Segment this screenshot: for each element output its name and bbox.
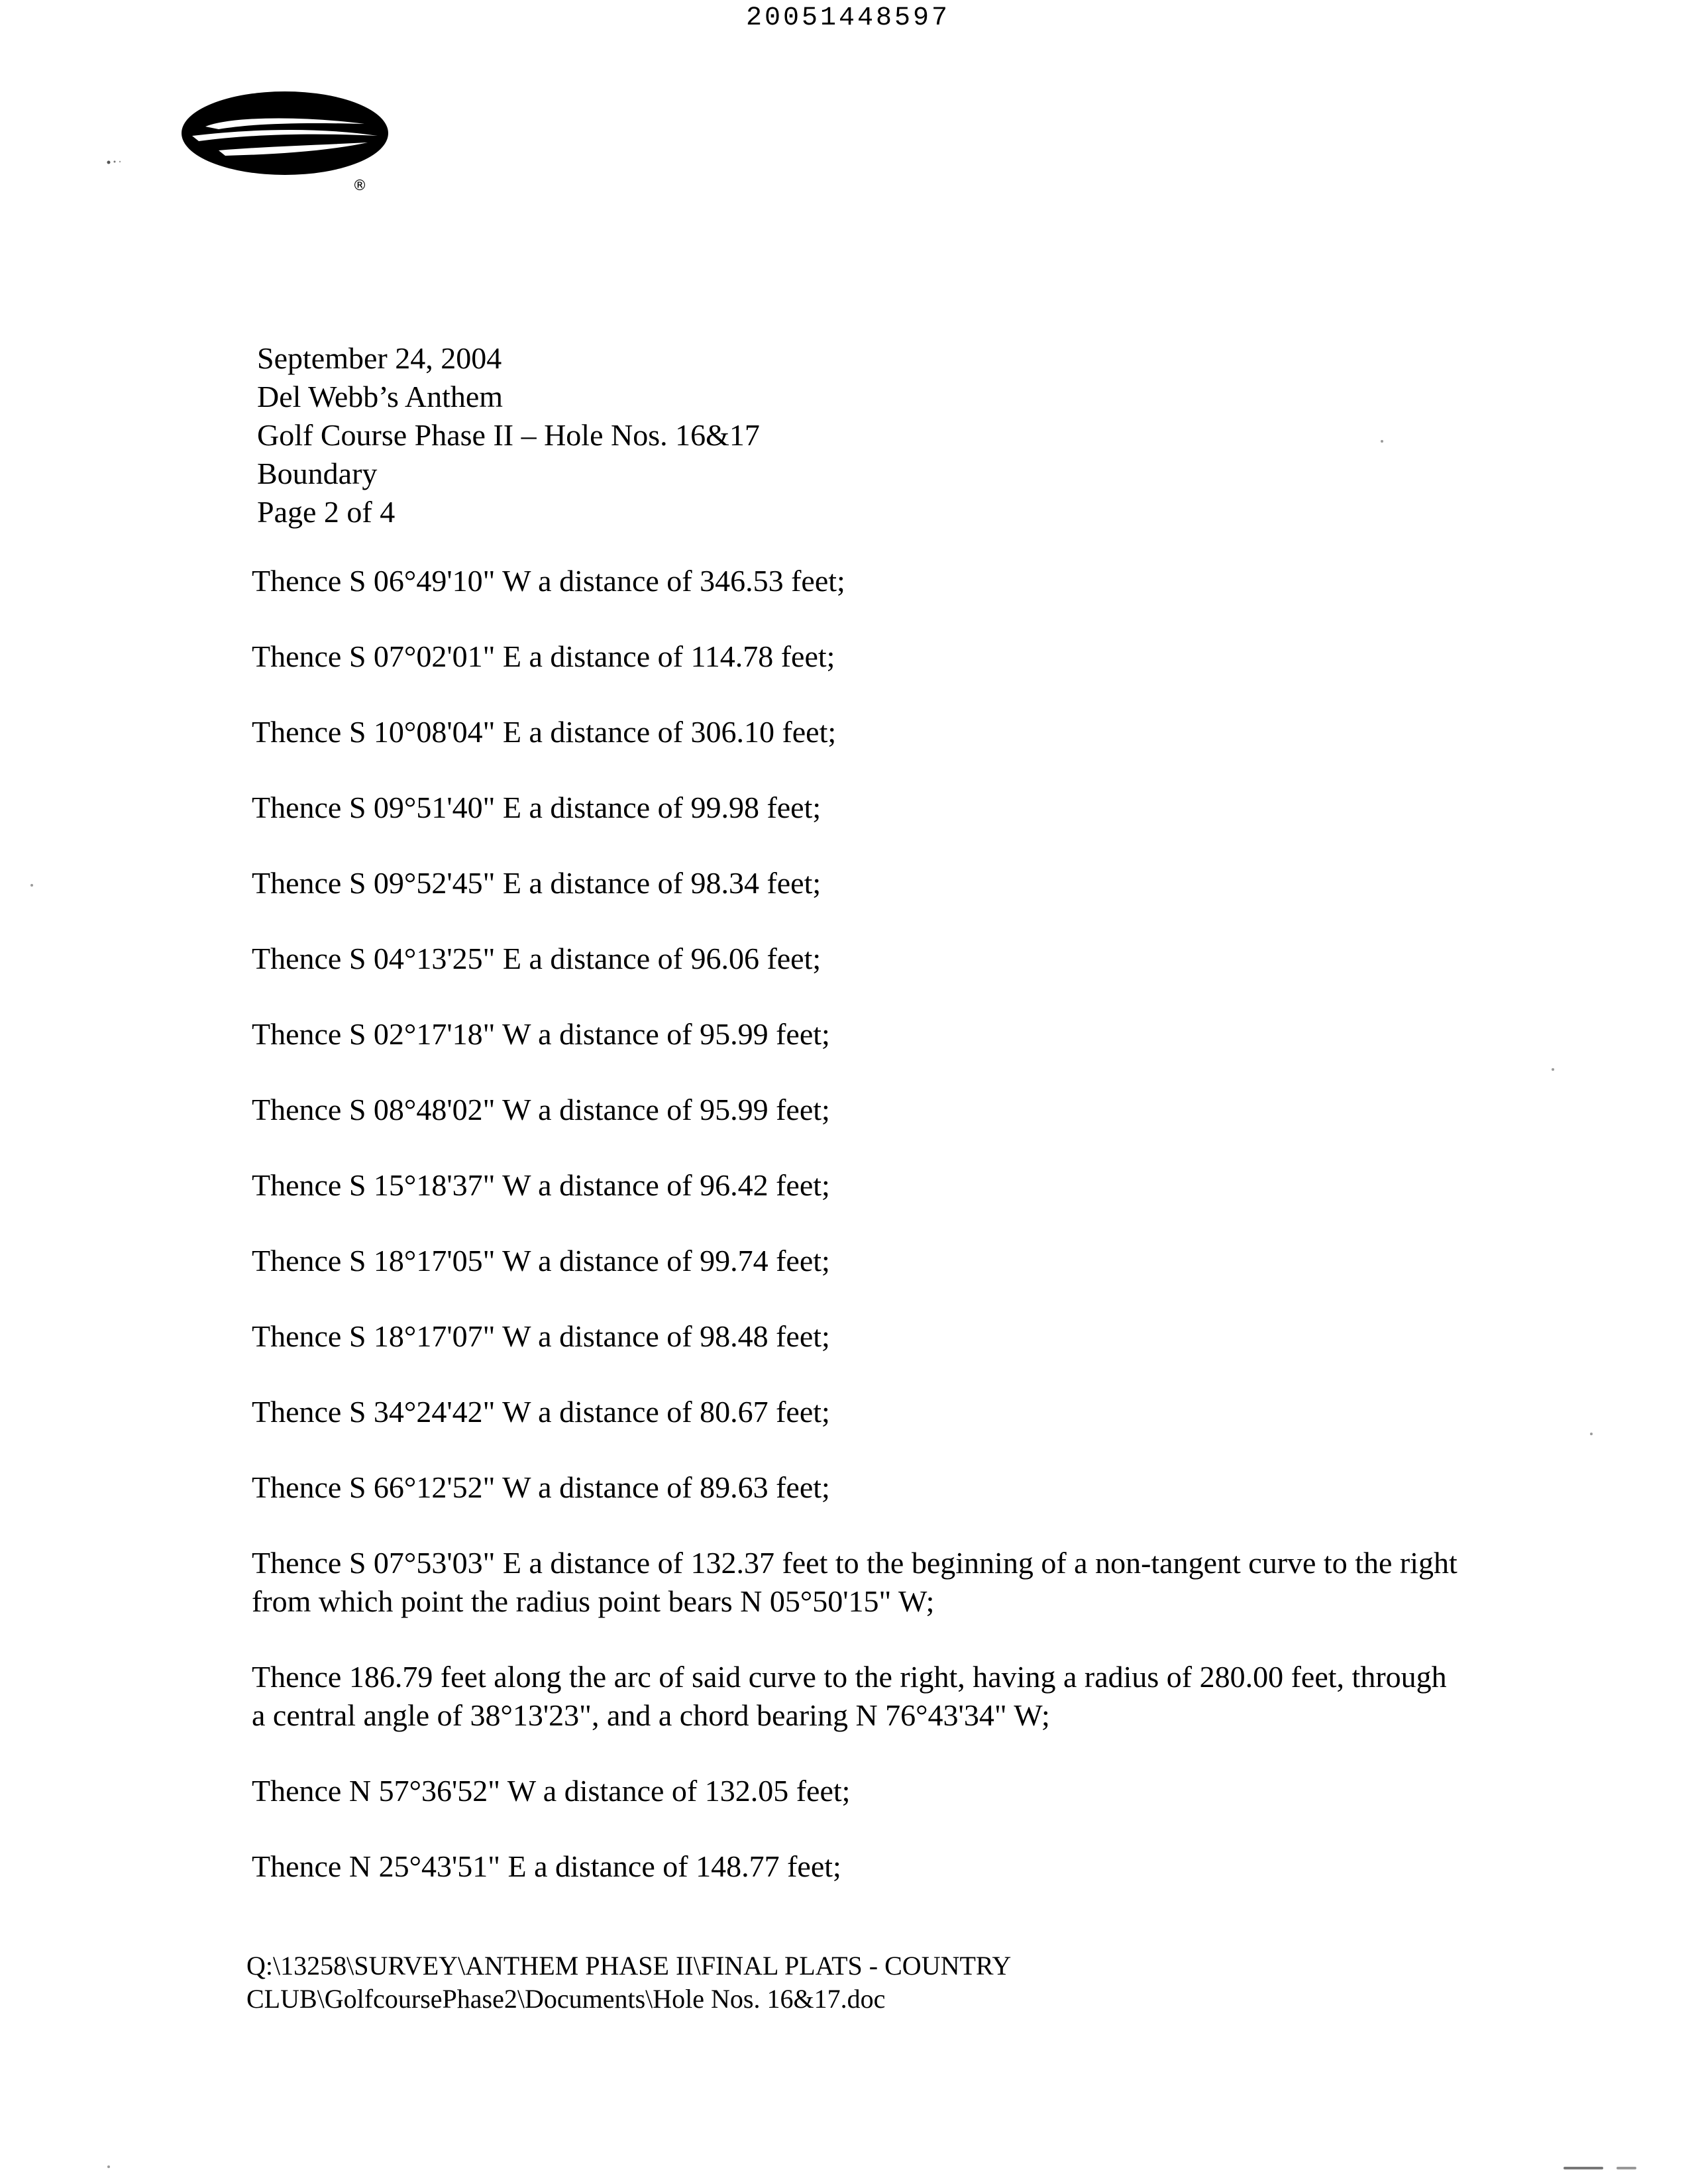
course-line: Thence S 66°12'52" W a distance of 89.63 feet;: [252, 1470, 830, 1504]
course-line: Thence S 06°49'10" W a distance of 346.53 feet;: [252, 564, 845, 598]
header-date: September 24, 2004: [257, 341, 502, 375]
course-line: Thence S 04°13'25" E a distance of 96.06 feet;: [252, 942, 822, 975]
document-number: 20051448597: [745, 3, 951, 33]
boundary-courses: [252, 562, 1458, 1923]
course-line: Thence S 15°18'37" W a distance of 96.42 feet;: [252, 1168, 830, 1202]
header-subject: Golf Course Phase II – Hole Nos. 16&17: [257, 418, 760, 452]
course-line: Thence S 18°17'07" W a distance of 98.48 feet;: [252, 1319, 830, 1353]
scan-speck: [106, 159, 123, 164]
header-type: Boundary: [257, 457, 378, 490]
registered-mark: ®: [352, 178, 367, 194]
scan-dot: [30, 884, 33, 887]
scan-dot: [1381, 440, 1383, 443]
header-page: Page 2 of 4: [257, 495, 396, 529]
scan-dot: [1552, 1068, 1554, 1071]
scan-dot: [1616, 2167, 1636, 2169]
letter-header: [257, 339, 760, 531]
scan-dot: [1564, 2167, 1603, 2169]
course-line: Thence S 08°48'02" W a distance of 95.99 feet;: [252, 1093, 830, 1126]
header-project: Del Webb’s Anthem: [257, 380, 504, 413]
file-path-line-1: Q:\13258\SURVEY\ANTHEM PHASE II\FINAL PLATS - COUNTRY: [246, 1951, 1012, 1981]
file-path-footer: [246, 1949, 1011, 2016]
course-line: Thence S 07°02'01" E a distance of 114.78 feet;: [252, 639, 835, 673]
course-line-arc: Thence 186.79 feet along the arc of said curve to the right, having a radius of 280.00 feet, through a central angle of 38°13'23", and a chord bearing N 76°43'34" W;: [252, 1660, 1447, 1732]
course-line: Thence S 34°24'42" W a distance of 80.67 feet;: [252, 1395, 830, 1429]
course-line: Thence S 10°08'04" E a distance of 306.10 feet;: [252, 715, 837, 749]
course-line-curve-start: Thence S 07°53'03" E a distance of 132.37 feet to the beginning of a non-tangent curve to the right from which point the radius point bears N 05°50'15" W;: [252, 1546, 1458, 1618]
course-line: Thence S 18°17'05" W a distance of 99.74 feet;: [252, 1244, 830, 1278]
course-line: Thence N 57°36'52" W a distance of 132.05 feet;: [252, 1774, 851, 1808]
scan-dot: [107, 2165, 110, 2168]
course-line: Thence S 09°52'45" E a distance of 98.34 feet;: [252, 866, 822, 900]
course-line: Thence S 02°17'18" W a distance of 95.99 feet;: [252, 1017, 830, 1051]
course-line: Thence S 09°51'40" E a distance of 99.98 feet;: [252, 791, 822, 824]
scan-dot: [1590, 1433, 1593, 1435]
file-path-line-2: CLUB\GolfcoursePhase2\Documents\Hole Nos. 16&17.doc: [246, 1984, 886, 2014]
s-oval-logo-icon: [179, 89, 392, 202]
course-line: Thence N 25°43'51" E a distance of 148.77 feet;: [252, 1849, 841, 1883]
